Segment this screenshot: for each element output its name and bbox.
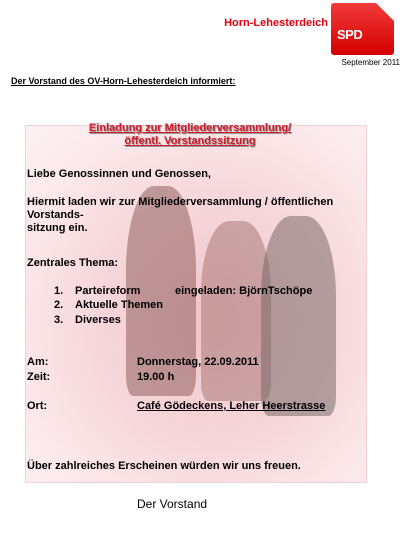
intro-heading: Der Vorstand des OV-Horn-Lehesterdeich informiert: (11, 76, 236, 86)
body-line-2: Vorstands- (27, 209, 84, 221)
invitation-headline (0, 122, 380, 148)
date-row-value: Donnerstag, 22.09.2011 (137, 356, 259, 368)
org-name: Horn-Lehesterdeich (224, 17, 328, 29)
topic-label: Zentrales Thema: (27, 257, 119, 269)
agenda-item-text: Diverses (75, 314, 121, 326)
agenda-item-text: Parteireform (75, 285, 141, 297)
agenda-item-num: 2. (54, 299, 64, 311)
body-line-1: Hiermit laden wir zur Mitgliederversammlung / öffentlichen (27, 196, 334, 208)
time-row-value: 19.00 h (137, 371, 175, 383)
agenda-item-num: 1. (54, 285, 64, 297)
agenda-item-text: Aktuelle Themen (75, 299, 164, 311)
spd-logo (331, 3, 394, 55)
location-row-value: Café Gödeckens, Leher Heerstrasse (137, 400, 326, 412)
date-row-label: Am: (27, 356, 49, 368)
date-label: September 2011 (341, 58, 400, 67)
closing-line: Über zahlreiches Erscheinen würden wir uns freuen. (27, 460, 301, 472)
headline-line-2: öffentl. Vorstandssitzung (124, 135, 256, 147)
body-line-3: sitzung ein. (27, 222, 88, 234)
signature: Der Vorstand (137, 497, 208, 511)
greeting: Liebe Genossinnen und Genossen, (27, 168, 211, 180)
headline-line-1: Einladung zur Mitgliederversammlung/ (88, 122, 292, 134)
invitation-body (27, 196, 377, 235)
location-row-label: Ort: (27, 400, 48, 412)
time-row-label: Zeit: (27, 371, 51, 383)
agenda-item-guest: eingeladen: BjörnTschöpe (175, 285, 313, 297)
logo-corner-shape (376, 3, 394, 21)
photo-figure-right (261, 216, 336, 416)
agenda-item-num: 3. (54, 314, 64, 326)
logo-text: SPD (337, 27, 363, 42)
